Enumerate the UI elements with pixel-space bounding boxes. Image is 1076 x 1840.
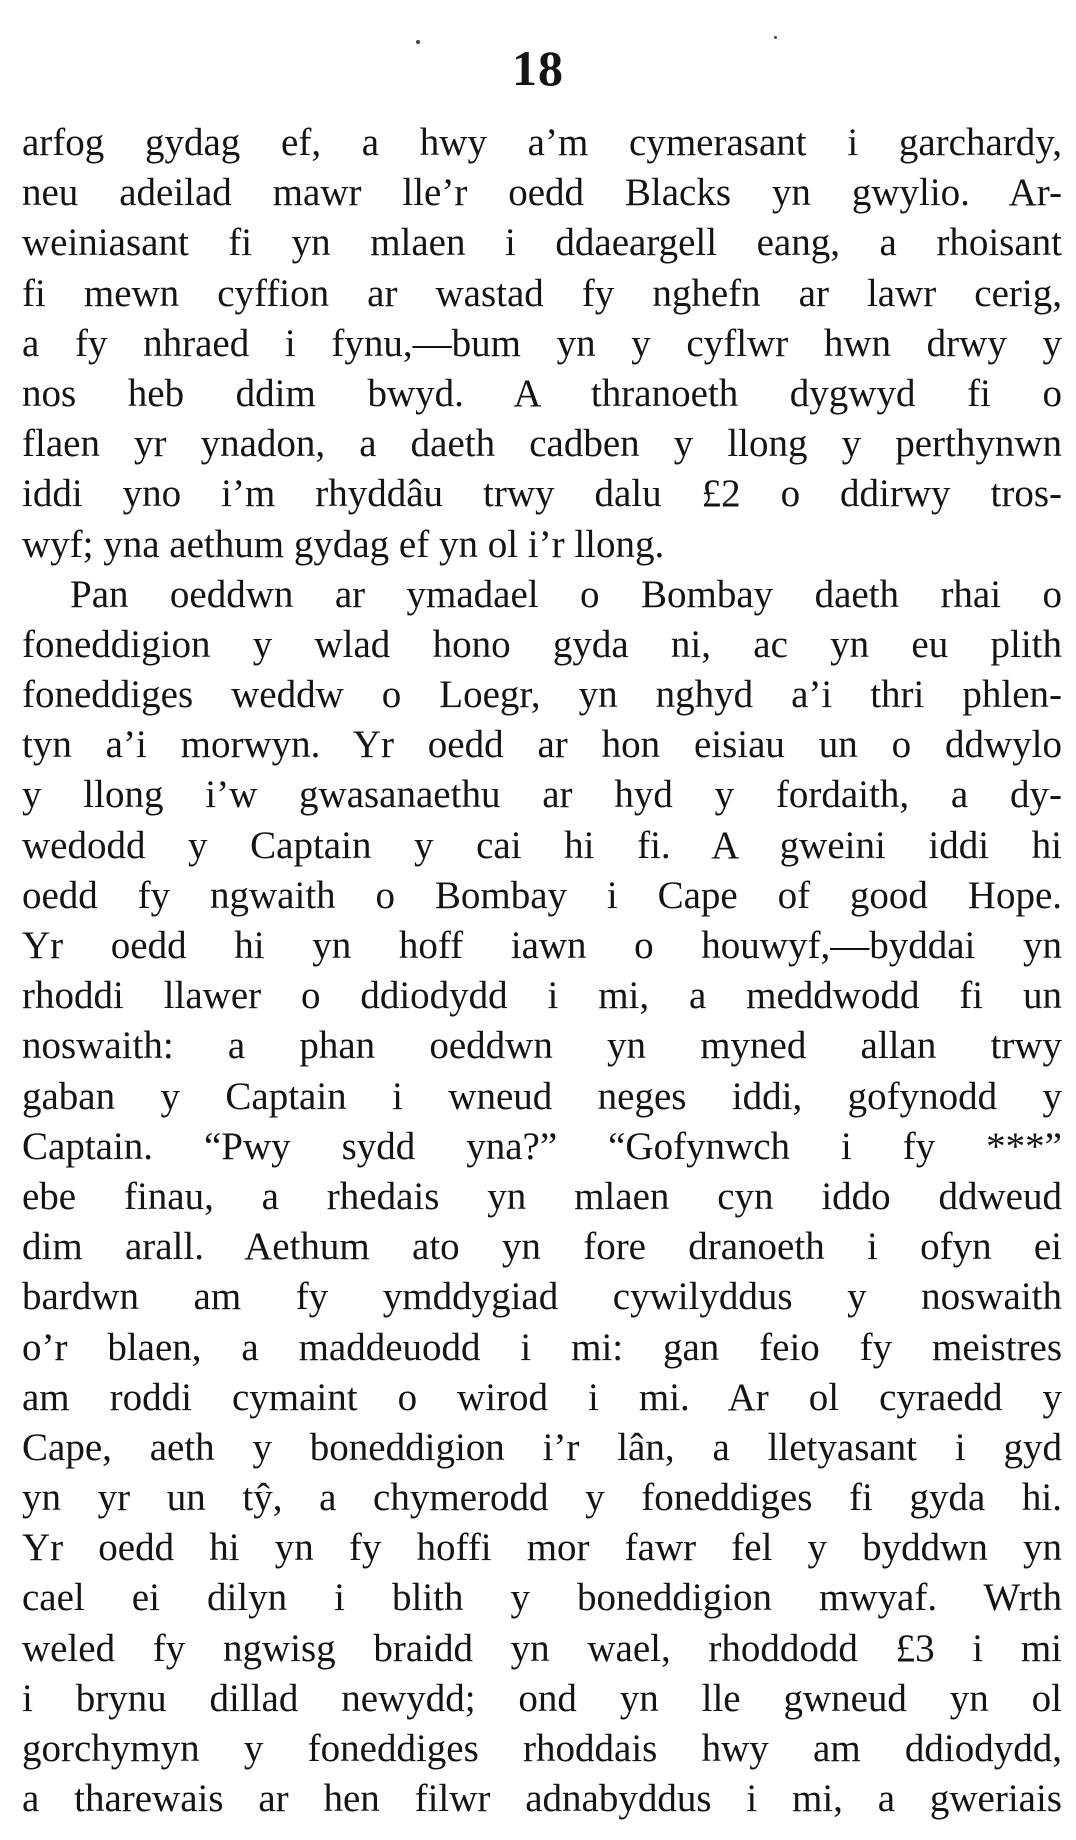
text-line: tyn a’i morwyn. Yr oedd ar hon eisiau un o ddwylo	[22, 723, 1062, 767]
text-line: wyf; yna aethum gydag ef yn ol i’r llong.	[22, 522, 665, 566]
text-line: noswaith: a phan oeddwn yn myned allan trwy	[22, 1024, 1062, 1068]
text-line: weled fy ngwisg braidd yn wael, rhoddodd £3 i mi	[22, 1626, 1062, 1670]
text-line: foneddigion y wlad hono gyda ni, ac yn eu plith	[22, 622, 1062, 666]
text-line: cael ei dilyn i blith y boneddigion mwyaf. Wrth	[22, 1576, 1062, 1620]
text-line: foneddiges weddw o Loegr, yn nghyd a’i thri phlen-	[22, 673, 1062, 717]
text-line: dim arall. Aethum ato yn fore dranoeth i ofyn ei	[22, 1225, 1062, 1269]
text-line: ebe finau, a rhedais yn mlaen cyn iddo ddweud	[22, 1174, 1062, 1218]
text-line: neu adeilad mawr lle’r oedd Blacks yn gwylio. Ar-	[22, 171, 1062, 215]
page-number: 18	[512, 40, 564, 96]
text-line: arfog gydag ef, a hwy a’m cymerasant i garchardy,	[22, 121, 1062, 164]
text-line: gorchymyn y foneddiges rhoddais hwy am ddiodydd,	[22, 1727, 1062, 1770]
text-line: iddi yno i’m rhyddâu trwy dalu £2 o ddirwy tros-	[22, 472, 1062, 516]
text-line: yn yr un tŷ, a chymerodd y foneddiges fi gyda hi.	[22, 1476, 1062, 1520]
text-line: rhoddi llawer o ddiodydd i mi, a meddwodd fi un	[22, 974, 1062, 1018]
text-line: a tharewais ar hen filwr adnabyddus i mi, a gweriais	[22, 1777, 1062, 1821]
body-text	[22, 118, 1062, 1824]
text-line: flaen yr ynadon, a daeth cadben y llong y perthynwn	[22, 422, 1062, 466]
text-line: oedd fy ngwaith o Bombay i Cape of good Hope.	[22, 873, 1062, 917]
text-line: am roddi cymaint o wirod i mi. Ar ol cyraedd y	[22, 1375, 1062, 1419]
text-line: i brynu dillad newydd; ond yn lle gwneud yn ol	[22, 1676, 1062, 1720]
text-line: Captain. “Pwy sydd yna?” “Gofynwch i fy ***”	[22, 1124, 1062, 1168]
text-line: nos heb ddim bwyd. A thranoeth dygwyd fi o	[22, 371, 1062, 415]
text-line: y llong i’w gwasanaethu ar hyd y fordaith, a dy-	[22, 773, 1062, 817]
text-line: Cape, aeth y boneddigion i’r lân, a lletyasant i gyd	[22, 1425, 1062, 1469]
text-line: weiniasant fi yn mlaen i ddaeargell eang, a rhoisant	[22, 221, 1062, 265]
text-line: fi mewn cyffion ar wastad fy nghefn ar lawr cerig,	[22, 271, 1062, 315]
text-line: gaban y Captain i wneud neges iddi, gofynodd y	[22, 1074, 1062, 1118]
text-line: wedodd y Captain y cai hi fi. A gweini iddi hi	[22, 823, 1062, 867]
text-line: a fy nhraed i fynu,—bum yn y cyflwr hwn drwy y	[22, 321, 1062, 365]
text-line: bardwn am fy ymddygiad cywilyddus y noswaith	[22, 1275, 1062, 1319]
text-line: Yr oedd hi yn hoff iawn o houwyf,—byddai yn	[22, 924, 1062, 967]
text-line: Pan oeddwn ar ymadael o Bombay daeth rhai o	[70, 572, 1062, 616]
text-line: Yr oedd hi yn fy hoffi mor fawr fel y byddwn yn	[22, 1526, 1062, 1570]
text-line: o’r blaen, a maddeuodd i mi: gan feio fy meistres	[22, 1325, 1062, 1369]
